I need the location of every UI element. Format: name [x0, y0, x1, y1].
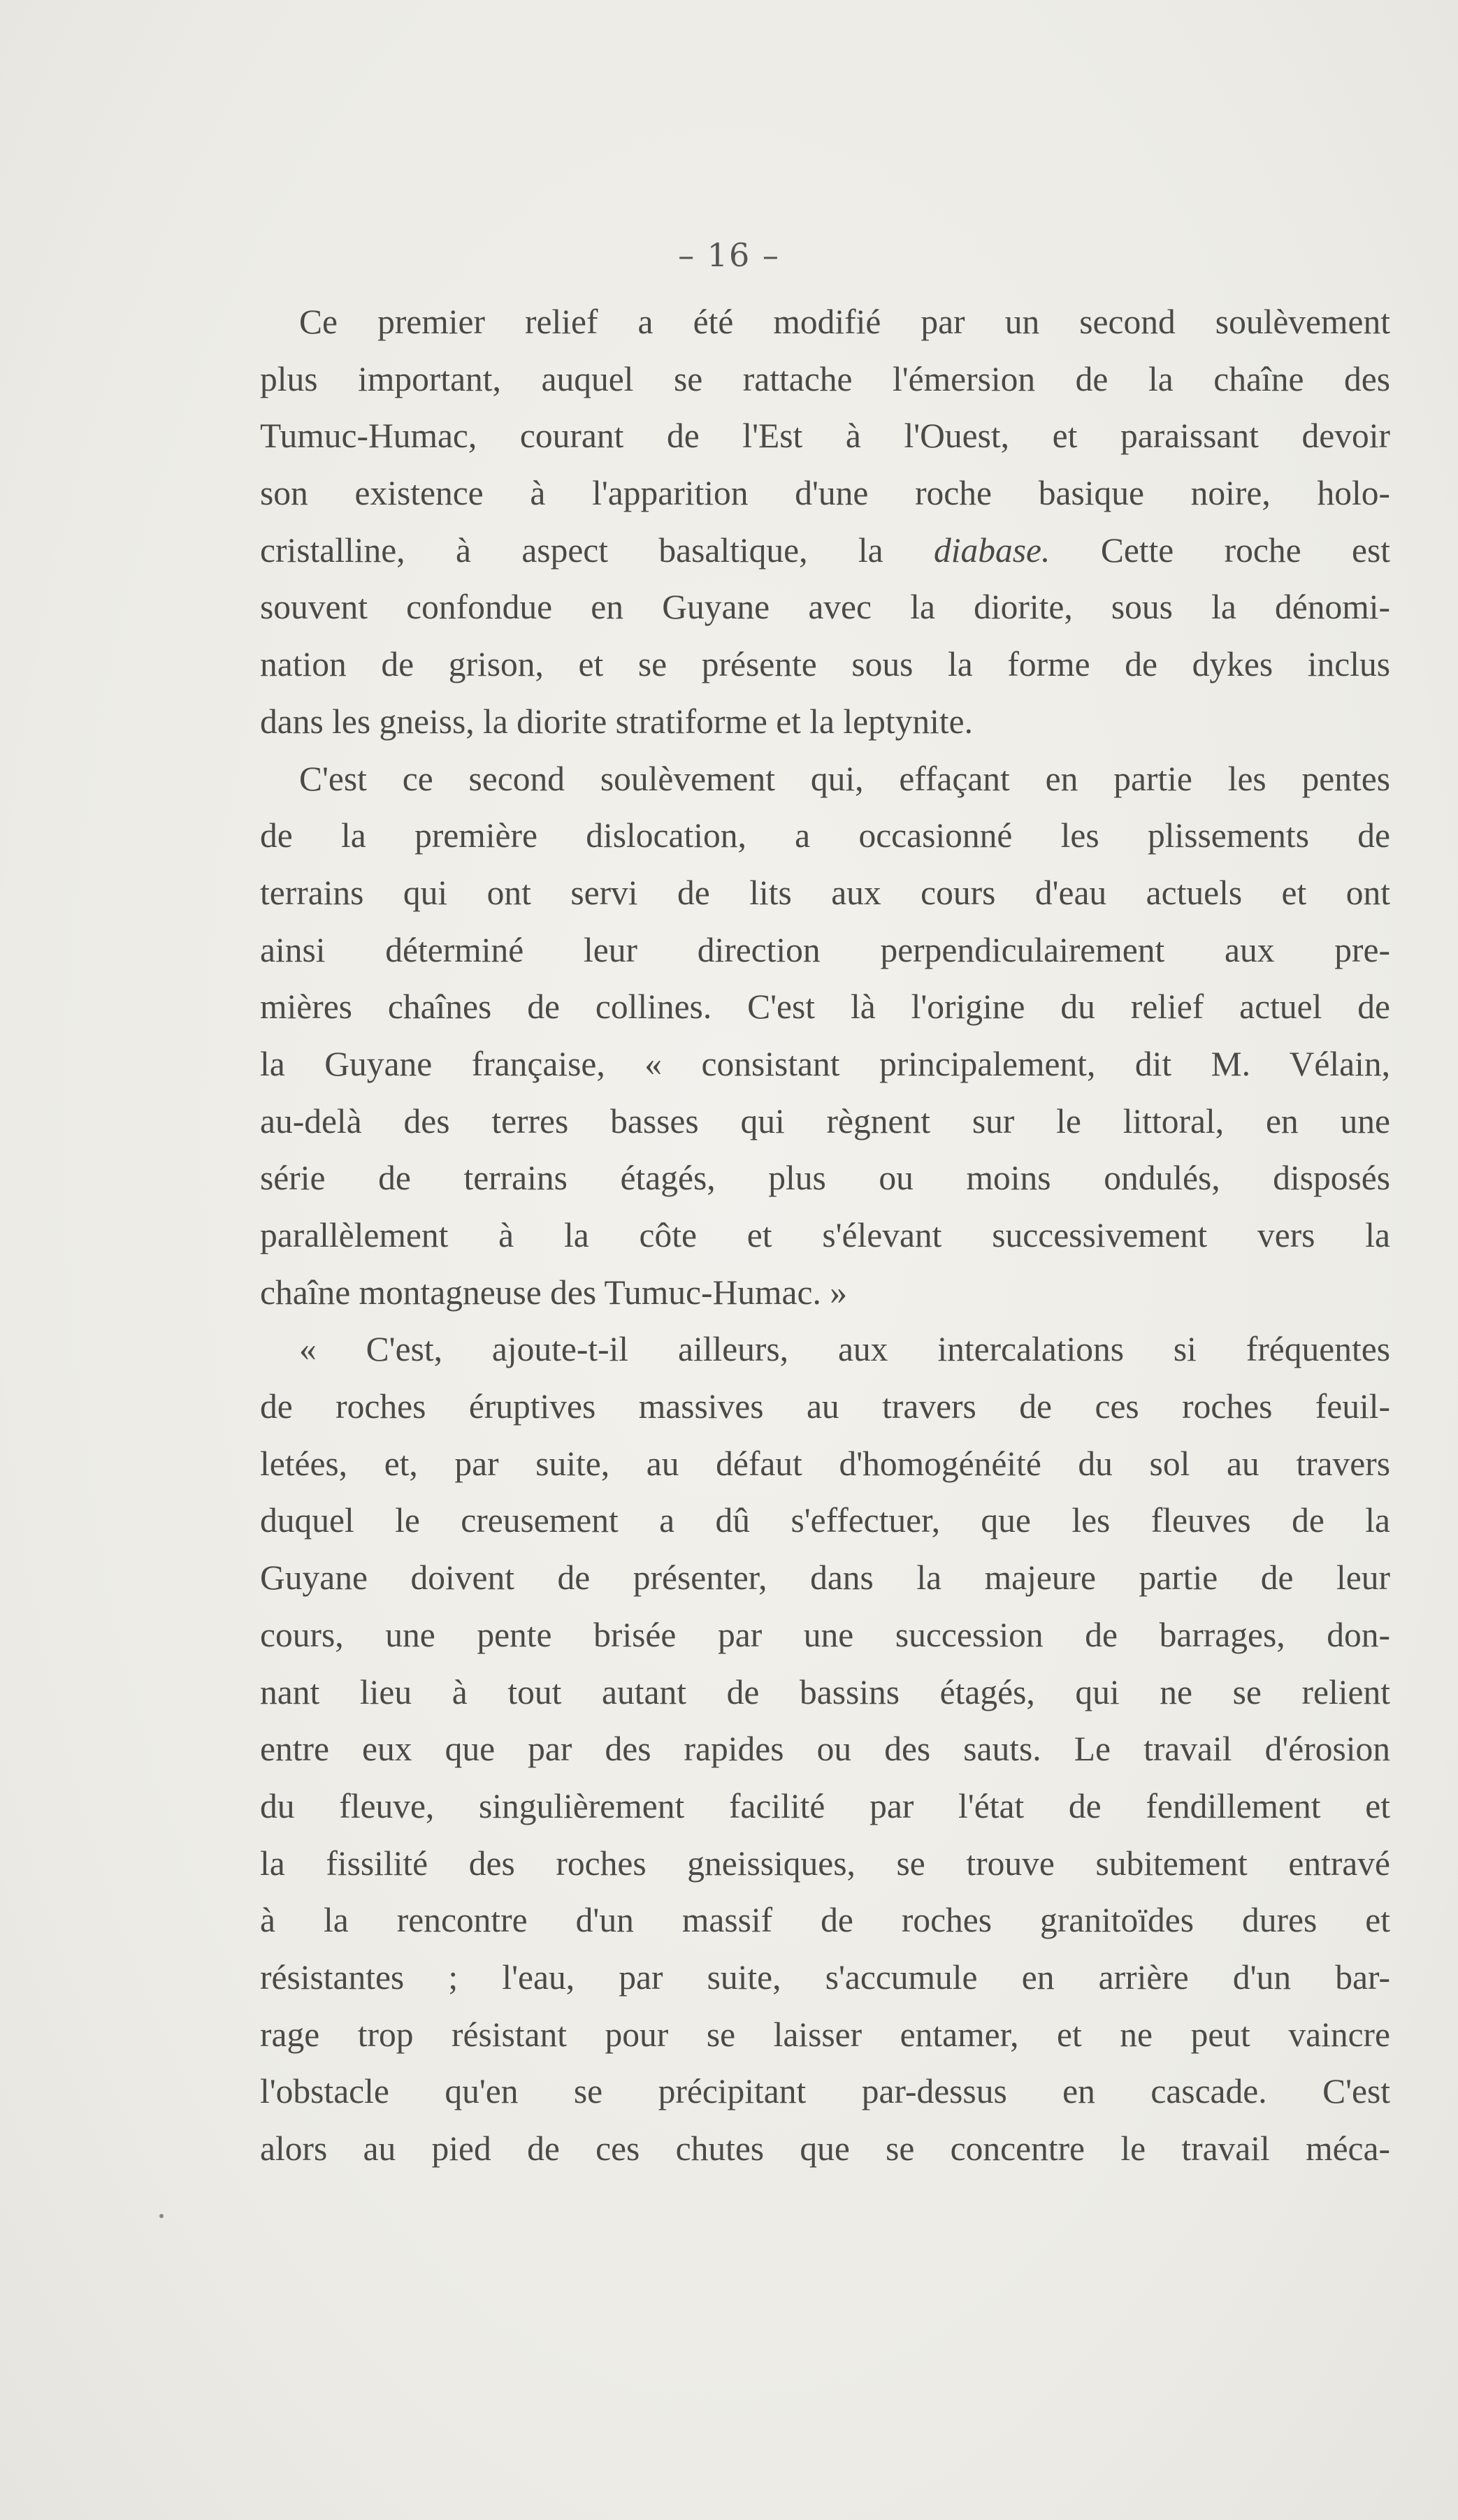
text-line: dans les gneiss, la diorite stratiforme et la leptynite. — [260, 702, 973, 741]
text-line: son existence à l'apparition d'une roche basique noire, holo- — [260, 474, 1390, 513]
text-line: à la rencontre d'un massif de roches granitoïdes dures et — [260, 1901, 1390, 1940]
text-line — [260, 522, 1390, 579]
text-line: letées, et, par suite, au défaut d'homogénéité du sol au travers — [260, 1444, 1390, 1483]
text-line: ainsi déterminé leur direction perpendiculairement aux pre- — [260, 930, 1390, 969]
text-fragment: cristalline, à aspect basaltique, la — [260, 530, 883, 570]
text-line: du fleuve, singulièrement facilité par l'état de fendillement et — [260, 1786, 1390, 1825]
body-text — [260, 294, 1390, 2178]
text-line: duquel le creusement a dû s'effectuer, que les fleuves de la — [260, 1501, 1390, 1540]
text-line: résistantes ; l'eau, par suite, s'accumule en arrière d'un bar- — [260, 1957, 1390, 1997]
text-line: nation de grison, et se présente sous la forme de dykes inclus — [260, 645, 1390, 684]
text-line: entre eux que par des rapides ou des sauts. Le travail d'érosion — [260, 1730, 1390, 1769]
text-line: chaîne montagneuse des Tumuc-Humac. » — [260, 1273, 847, 1312]
text-line: souvent confondue en Guyane avec la diorite, sous la dénomi- — [260, 588, 1390, 627]
italic-term: diabase. — [934, 530, 1051, 570]
text-fragment: Cette roche est — [1050, 530, 1390, 570]
paper-speck — [159, 2214, 164, 2218]
text-line: cours, une pente brisée par une succession de barrages, don- — [260, 1615, 1390, 1654]
text-line: de la première dislocation, a occasionné les plissements de — [260, 816, 1390, 855]
text-line: mières chaînes de collines. C'est là l'origine du relief actuel de — [260, 987, 1390, 1027]
text-line: la fissilité des roches gneissiques, se trouve subitement entravé — [260, 1844, 1390, 1883]
text-line: de roches éruptives massives au travers de ces roches feuil- — [260, 1387, 1390, 1426]
page-number: – 16 – — [678, 236, 780, 274]
text-line: au-delà des terres basses qui règnent sur le littoral, en une — [260, 1101, 1390, 1140]
text-line: plus important, auquel se rattache l'émersion de la chaîne des — [260, 359, 1390, 398]
text-line: nant lieu à tout autant de bassins étagés, qui ne se relient — [260, 1672, 1390, 1711]
text-line: la Guyane française, « consistant principalement, dit M. Vélain, — [260, 1044, 1390, 1083]
text-line: parallèlement à la côte et s'élevant successivement vers la — [260, 1216, 1390, 1254]
text-line: rage trop résistant pour se laisser entamer, et ne peut vaincre — [260, 2015, 1390, 2054]
text-line: C'est ce second soulèvement qui, effaçant en partie les pentes — [299, 759, 1390, 798]
text-line: alors au pied de ces chutes que se concentre le travail méca- — [260, 2129, 1390, 2168]
text-line: Tumuc-Humac, courant de l'Est à l'Ouest, et paraissant devoir — [260, 417, 1390, 456]
text-line: Guyane doivent de présenter, dans la majeure partie de leur — [260, 1558, 1390, 1598]
text-line: « C'est, ajoute-t-il ailleurs, aux intercalations si fréquentes — [299, 1330, 1390, 1369]
text-line: série de terrains étagés, plus ou moins ondulés, disposés — [260, 1159, 1390, 1198]
text-line: l'obstacle qu'en se précipitant par-dessus en cascade. C'est — [260, 2072, 1390, 2111]
text-line: terrains qui ont servi de lits aux cours d'eau actuels et ont — [260, 873, 1390, 912]
text-line: Ce premier relief a été modifié par un second soulèvement — [299, 303, 1390, 341]
